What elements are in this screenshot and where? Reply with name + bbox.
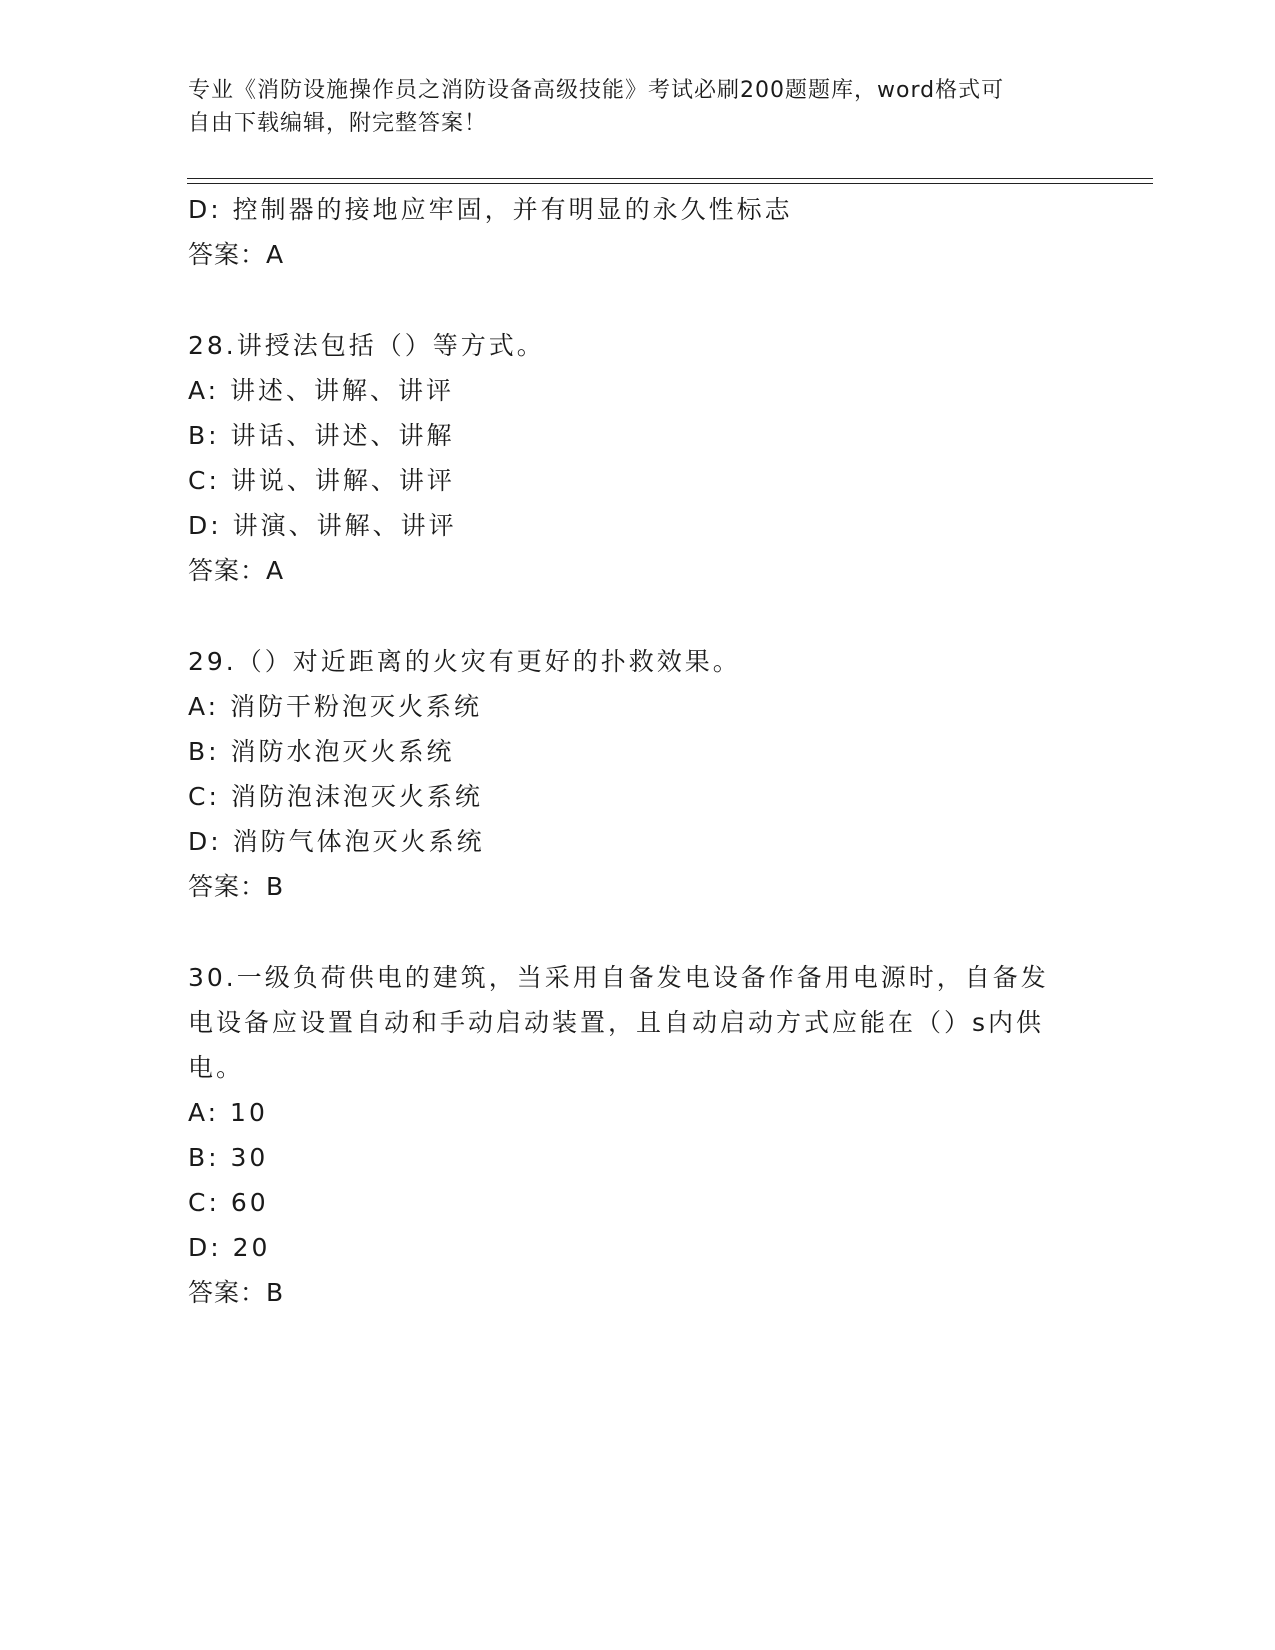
q29-answer: 答案：B (188, 872, 285, 901)
q27-answer: 答案：A (188, 240, 285, 269)
q28-stem: 28.讲授法包括（）等方式。 (188, 331, 545, 360)
q30-option-a: A: 10 (188, 1098, 268, 1127)
q30-answer: 答案：B (188, 1278, 285, 1307)
q29-stem: 29.（）对近距离的火灾有更好的扑救效果。 (188, 647, 741, 676)
q28-option-d: D: 讲演、讲解、讲评 (188, 511, 457, 540)
q30-stem-line-1: 30.一级负荷供电的建筑，当采用自备发电设备作备用电源时，自备发 (188, 963, 1049, 992)
document-header (188, 74, 1088, 140)
q29-option-b: B: 消防水泡灭火系统 (188, 737, 455, 766)
q29-option-a: A: 消防干粉泡灭火系统 (188, 692, 483, 721)
q27-option-d: D: 控制器的接地应牢固，并有明显的永久性标志 (188, 195, 793, 224)
q30-option-d: D: 20 (188, 1233, 271, 1262)
q30-stem-line-2: 电设备应设置自动和手动启动装置，且自动启动方式应能在（）s内供 (188, 1008, 1045, 1037)
header-line-1: 专业《消防设施操作员之消防设备高级技能》考试必刷200题题库，word格式可 (188, 78, 1005, 103)
q30-option-c: C: 60 (188, 1188, 269, 1217)
q30-stem-line-3: 电。 (188, 1053, 245, 1082)
header-line-2: 自由下载编辑，附完整答案！ (188, 111, 488, 136)
q29-option-d: D: 消防气体泡灭火系统 (188, 827, 485, 856)
q28-answer: 答案：A (188, 556, 285, 585)
header-divider-bottom (187, 183, 1153, 184)
q29-option-c: C: 消防泡沫泡灭火系统 (188, 782, 483, 811)
q28-option-b: B: 讲话、讲述、讲解 (188, 421, 455, 450)
header-divider-top (187, 178, 1153, 179)
q30-option-b: B: 30 (188, 1143, 269, 1172)
q28-option-c: C: 讲说、讲解、讲评 (188, 466, 455, 495)
q28-option-a: A: 讲述、讲解、讲评 (188, 376, 455, 405)
